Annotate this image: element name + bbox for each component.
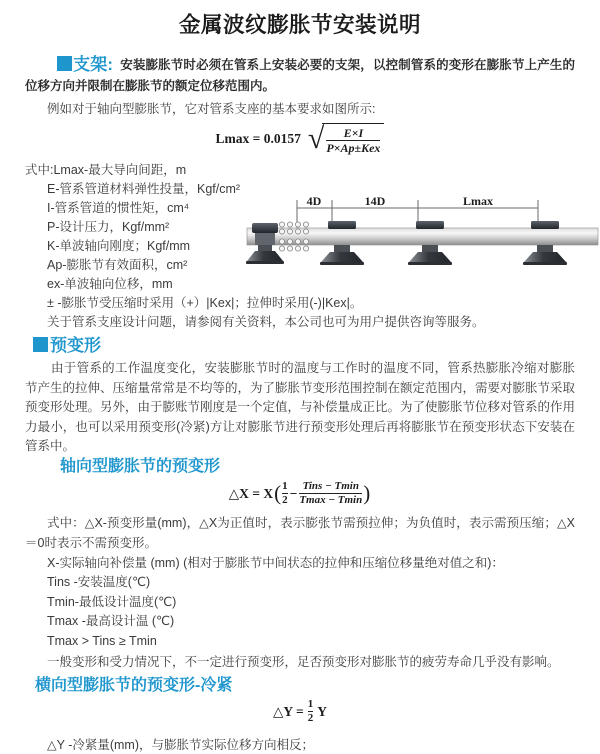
pipe-diagram-svg xyxy=(245,193,600,268)
predeform-body-paragraph: 由于管系的工作温度变化，安装膨胀节时的温度与工作时的温度不同，管系热膨胀冷缩对膨胀节产生的拉伸、压缩量常常是不均等的，为了膨胀节变形范围控制在额定范围内，需要对膨胀节采取预变形处理。另外，由于膨账节刚度是一个定值，与补偿量成正比。为了使膨胀节位移对管系的作用力最小，也可以采用预变形(冷紧)方让对膨胀节进行预变形处理后再将膨胀节在预变形状态下安装在管系中。 xyxy=(25,361,576,453)
lateral-formula xyxy=(25,697,575,727)
support-intro-paragraph xyxy=(25,54,575,97)
axial-parameter-list xyxy=(25,554,575,673)
page-title: 金属波纹膨胀节安装说明 xyxy=(178,13,421,37)
open-paren: ( xyxy=(274,481,282,505)
definition-line: E-管系管道材料弹性投量，Kgf/cm² xyxy=(47,182,241,196)
definition-line: I-管系管道的惯性矩，cm⁴ xyxy=(47,201,190,215)
lateral-formula-lhs: △Y = xyxy=(273,703,304,719)
dimension-label: Lmax xyxy=(463,194,493,208)
axial-formula-lhs: △X = X xyxy=(228,485,274,501)
predeform-heading-text: 预变形 xyxy=(50,336,101,355)
lateral-subheading: 横向型膨胀节的预变形-冷紧 xyxy=(35,676,233,694)
parameter-line: Tmax -最高设计温 (℃) xyxy=(47,614,175,628)
lmax-formula-denominator: P×Ap±Kex xyxy=(326,141,381,155)
close-paren: ) xyxy=(363,481,371,505)
lmax-formula-numerator: E×I xyxy=(343,125,364,140)
section-marker-icon xyxy=(57,56,72,71)
parameter-line: Tmax > Tins ≥ Tmin xyxy=(47,633,157,648)
lmax-formula-lhs: Lmax = 0.0157 xyxy=(215,131,301,146)
parameter-line: Tins -安装温度(℃) xyxy=(47,575,151,589)
support-intro-text: 安装膨胀节时必须在管系上安装必要的支架，以控制管系的变形在膨胀节上产生的位移方向并限制在膨胀节的额定位移范围内。 xyxy=(25,58,575,93)
dimension-label: 4D xyxy=(306,194,322,208)
minus-sign: − xyxy=(289,485,298,501)
lateral-formula-rhs: Y xyxy=(317,703,327,719)
definition-line: ± -膨胀节受压缩时采用（+）|Kex|；拉伸时采用(-)|Kex|。 xyxy=(47,296,363,310)
axial-subheading: 轴向型膨胀节的预变形 xyxy=(60,457,221,475)
parameter-line: 一般变形和受力情况下，不一定进行预变形，足否预变形对膨胀节的疲劳寿命几乎没有影响。 xyxy=(47,655,560,669)
section-marker-icon xyxy=(33,337,48,352)
axial-formula xyxy=(25,477,575,511)
definition-line: K-单波轴向刚度；Kgf/mm xyxy=(47,239,191,253)
definition-line: Ap-膨胀节有效面积，cm² xyxy=(47,258,188,272)
parameter-line: X-实际轴向补偿量 (mm) (相对于膨胀节中间状态的拉伸和压缩位移量绝对值之和)： xyxy=(47,555,504,570)
radical-sign-icon: √ xyxy=(307,122,325,155)
sqrt-expression xyxy=(308,123,385,155)
axial-explain-paragraph: 式中：△X-预变形量(mm)，△X为正值时，表示膨张节需预拉伸；为负值时，表示需预压缩；△X＝0时表示不需预变形。 xyxy=(25,515,575,550)
dimension-label: 14D xyxy=(364,194,386,208)
support-section-heading: 支架: xyxy=(73,55,114,74)
predeform-section-heading xyxy=(33,335,575,357)
half-fraction: $\frac{1}{2}$ xyxy=(307,698,314,724)
half-fraction: $\frac{1}{2}$ xyxy=(282,480,288,506)
definition-line: 式中:Lmax-最大导向间距，m xyxy=(25,163,187,177)
lmax-formula xyxy=(25,122,575,156)
support-example-line: 例如对于轴向型膨胀节，它对管系支座的基本要求如图所示: xyxy=(47,102,376,116)
temperature-fraction: $\frac{\text{Tins − Tmin}}{Tmax - Tmin}$ xyxy=(299,480,363,506)
parameter-line: Tmin-最低设计温度(℃) xyxy=(47,594,177,609)
lateral-note-line: △Y -冷紧量(mm)，与膨胀节实际位移方向相反； xyxy=(47,737,315,752)
definition-line: ex-单波轴向位移，mm xyxy=(47,277,173,291)
definition-line: 关于管系支座设计问题，请参阅有关资料，本公司也可为用户提供咨询等服务。 xyxy=(47,315,485,329)
definition-line: P-设计压力，Kgf/mm² xyxy=(47,220,170,234)
pipe-support-diagram xyxy=(245,193,600,268)
